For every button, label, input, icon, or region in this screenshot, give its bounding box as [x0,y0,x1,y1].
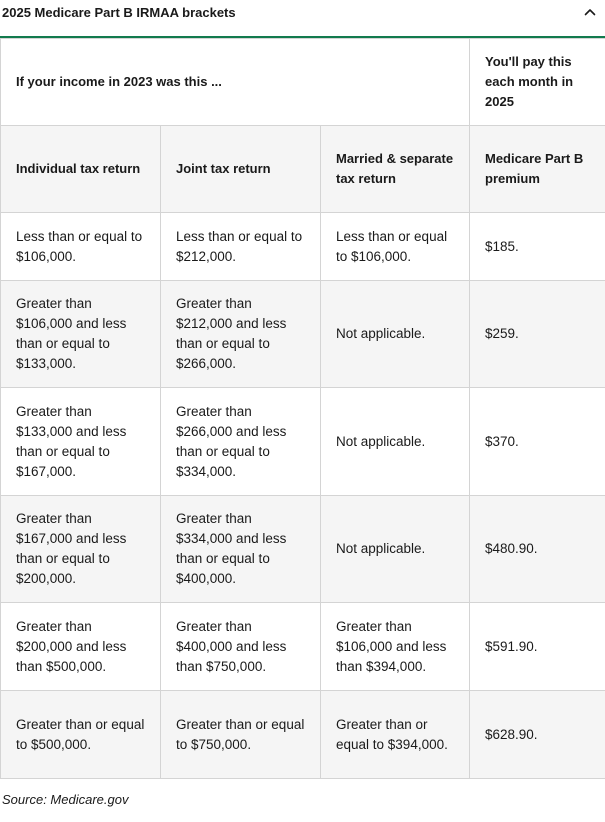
joint-cell: Greater than $212,000 and less than or equal to $266,000. [161,281,321,388]
premium-cell: $370. [470,388,605,496]
joint-cell: Greater than or equal to $750,000. [161,691,321,779]
individual-cell: Greater than $106,000 and less than or equal to $133,000. [1,281,161,388]
table-row [1,213,605,281]
individual-column-header: Individual tax return [1,126,161,213]
joint-column-header: Joint tax return [161,126,321,213]
premium-cell: $480.90. [470,496,605,603]
joint-cell: Less than or equal to $212,000. [161,213,321,281]
individual-cell: Greater than $167,000 and less than or equal to $200,000. [1,496,161,603]
premium-column-header: Medicare Part B premium [470,126,605,213]
irmaa-table [0,38,605,779]
premium-cell: $591.90. [470,603,605,691]
individual-cell: Greater than or equal to $500,000. [1,691,161,779]
table-row [1,603,605,691]
income-group-header: If your income in 2023 was this ... [1,39,470,126]
joint-cell: Greater than $400,000 and less than $750,000. [161,603,321,691]
married-separate-cell: Greater than or equal to $394,000. [321,691,470,779]
married-separate-cell: Greater than $106,000 and less than $394,000. [321,603,470,691]
accordion-header[interactable] [0,0,605,36]
married-separate-column-header: Married & separate tax return [321,126,470,213]
married-separate-cell: Less than or equal to $106,000. [321,213,470,281]
premium-cell: $628.90. [470,691,605,779]
group-header-row [1,39,605,126]
chevron-up-icon[interactable] [579,1,601,23]
table-row [1,496,605,603]
married-separate-cell: Not applicable. [321,496,470,603]
individual-cell: Greater than $200,000 and less than $500,000. [1,603,161,691]
individual-cell: Greater than $133,000 and less than or equal to $167,000. [1,388,161,496]
married-separate-cell: Not applicable. [321,281,470,388]
individual-cell: Less than or equal to $106,000. [1,213,161,281]
married-separate-cell: Not applicable. [321,388,470,496]
premium-cell: $259. [470,281,605,388]
table-row [1,388,605,496]
table-row [1,691,605,779]
accordion-title: 2025 Medicare Part B IRMAA brackets [2,4,236,20]
premium-cell: $185. [470,213,605,281]
joint-cell: Greater than $266,000 and less than or equal to $334,000. [161,388,321,496]
premium-group-header: You'll pay this each month in 2025 [470,39,605,126]
source-note: Source: Medicare.gov [2,792,129,807]
joint-cell: Greater than $334,000 and less than or equal to $400,000. [161,496,321,603]
column-header-row [1,126,605,213]
table-row [1,281,605,388]
